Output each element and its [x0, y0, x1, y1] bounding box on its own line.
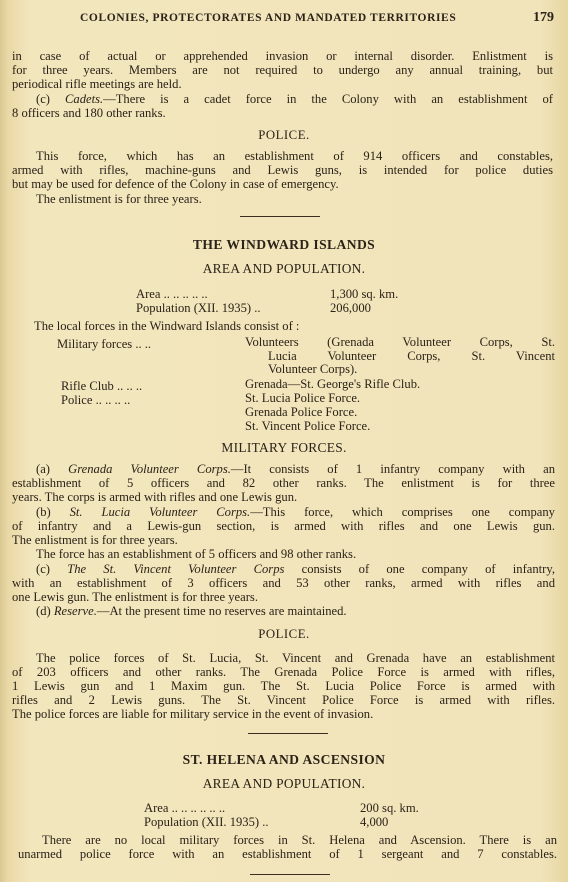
paragraph-line: The police forces are liable for military service in the event of invasion.	[12, 707, 374, 721]
section-heading-police: POLICE.	[258, 128, 310, 142]
item-text: —At the present time no reserves are maintained.	[96, 604, 347, 618]
section-title-windward: THE WINDWARD ISLANDS	[192, 237, 376, 252]
item-label: Grenada Volunteer Corps.	[68, 462, 231, 476]
population-value: 4,000	[360, 815, 389, 829]
paragraph-line: of 203 officers and other ranks. The Grenada Police Force is armed with rifles,	[12, 665, 555, 679]
subheading-military-forces: MILITARY FORCES.	[221, 440, 347, 455]
area-label: Area .. .. .. .. ..	[136, 287, 208, 301]
running-header-title: COLONIES, PROTECTORATES AND MANDATED TERRITORIES	[80, 12, 457, 24]
paragraph-line: periodical rifle meetings are held.	[12, 77, 182, 91]
forces-row-value: St. Lucia Police Force.	[245, 391, 361, 405]
population-value: 206,000	[330, 301, 371, 315]
paragraph-line: The police forces of St. Lucia, St. Vincent and Grenada have an establishment	[36, 651, 555, 665]
paragraph-line: This force, which has an establishment of 914 officers and constables,	[36, 149, 553, 163]
forces-row-value: Grenada Police Force.	[245, 405, 358, 419]
item-label: Reserve.	[53, 604, 97, 618]
item-marker: (c)	[36, 562, 68, 576]
area-value: 1,300 sq. km.	[330, 287, 399, 301]
paragraph-line: unarmed police force with an establishment of 1 sergeant and 7 constables.	[18, 847, 557, 861]
item-marker: (d)	[36, 604, 54, 618]
section-heading-police: POLICE.	[258, 627, 310, 641]
section-title-helena: ST. HELENA AND ASCENSION	[182, 752, 386, 767]
section-divider	[248, 733, 328, 734]
paragraph-line: but may be used for defence of the Colony in case of emergency.	[12, 177, 339, 191]
subheading-area-population: AREA AND POPULATION.	[202, 776, 366, 791]
paragraph-line: 8 officers and 180 other ranks.	[12, 106, 166, 120]
forces-row-value: Grenada—St. George's Rifle Club.	[245, 377, 421, 391]
paragraph-line: years. The corps is armed with rifles and one Lewis gun.	[12, 490, 298, 504]
running-header	[60, 12, 554, 30]
item-marker: (c)	[36, 92, 65, 106]
item-text: consists of one company of infantry,	[284, 562, 555, 576]
forces-row-value: St. Vincent Police Force.	[245, 419, 371, 433]
paragraph-line: armed with rifles, machine-guns and Lewis guns, is intended for police duties	[12, 163, 553, 177]
paragraph-line: one Lewis gun. The enlistment is for three years.	[12, 590, 258, 604]
population-label: Population (XII. 1935) ..	[144, 815, 269, 829]
cadets-label: Cadets.	[65, 92, 104, 106]
paragraph-line: in case of actual or apprehended invasion or internal disorder. Enlistment is	[12, 49, 553, 63]
population-label: Population (XII. 1935) ..	[136, 301, 261, 315]
subheading-area-population: AREA AND POPULATION.	[202, 261, 366, 276]
forces-row-value: Lucia Volunteer Corps, St. Vincent	[268, 349, 555, 363]
item-marker: (b)	[36, 505, 70, 519]
military-item-d	[36, 604, 347, 618]
page-number: 179	[533, 10, 554, 25]
military-item-c	[36, 562, 555, 576]
forces-row-label: Military forces .. ..	[57, 337, 152, 351]
paragraph-line: for three years. Members are not required to undergo any annual training, but	[12, 63, 553, 77]
paragraph-line: The enlistment is for three years.	[36, 192, 202, 206]
military-item-b	[36, 505, 555, 519]
item-label: St. Lucia Volunteer Corps.	[69, 505, 251, 519]
paragraph-line: with an establishment of 3 officers and 53 other ranks, armed with rifles and	[12, 576, 555, 590]
section-divider	[240, 216, 320, 217]
forces-intro: The local forces in the Windward Islands consist of :	[34, 319, 300, 333]
cadets-paragraph	[36, 92, 553, 106]
item-label: The St. Vincent Volunteer Corps	[67, 562, 285, 576]
paragraph-line: 1 Lewis gun and 1 Maxim gun. The St. Lucia Police Force is armed with	[12, 679, 555, 693]
paragraph-line: rifles and 2 Lewis guns. The St. Vincent Police Force is armed with rifles.	[12, 693, 555, 707]
paragraph-line: There are no local military forces in St. Helena and Ascension. There is an	[42, 833, 557, 847]
area-label: Area .. .. .. .. .. ..	[144, 801, 226, 815]
item-marker: (a)	[36, 462, 69, 476]
cadets-text: —There is a cadet force in the Colony with an establishment of	[103, 92, 553, 106]
paragraph-line: of infantry and a Lewis-gun section, is armed with rifles and one Lewis gun.	[12, 519, 555, 533]
forces-row-value: Volunteer Corps).	[268, 362, 358, 376]
paragraph-line: The enlistment is for three years.	[12, 533, 178, 547]
military-item-a	[36, 462, 555, 476]
forces-row-value: Volunteers (Grenada Volunteer Corps, St.	[245, 335, 555, 349]
area-value: 200 sq. km.	[360, 801, 419, 815]
section-divider	[250, 874, 330, 875]
forces-row-label: Police .. .. .. ..	[61, 393, 131, 407]
forces-row-label: Rifle Club .. .. ..	[61, 379, 143, 393]
paragraph-line: establishment of 5 officers and 82 other ranks. The enlistment is for three	[12, 476, 555, 490]
item-text: —This force, which comprises one company	[250, 505, 555, 519]
item-text: —It consists of 1 infantry company with an	[230, 462, 555, 476]
paragraph-line: The force has an establishment of 5 officers and 98 other ranks.	[36, 547, 357, 561]
